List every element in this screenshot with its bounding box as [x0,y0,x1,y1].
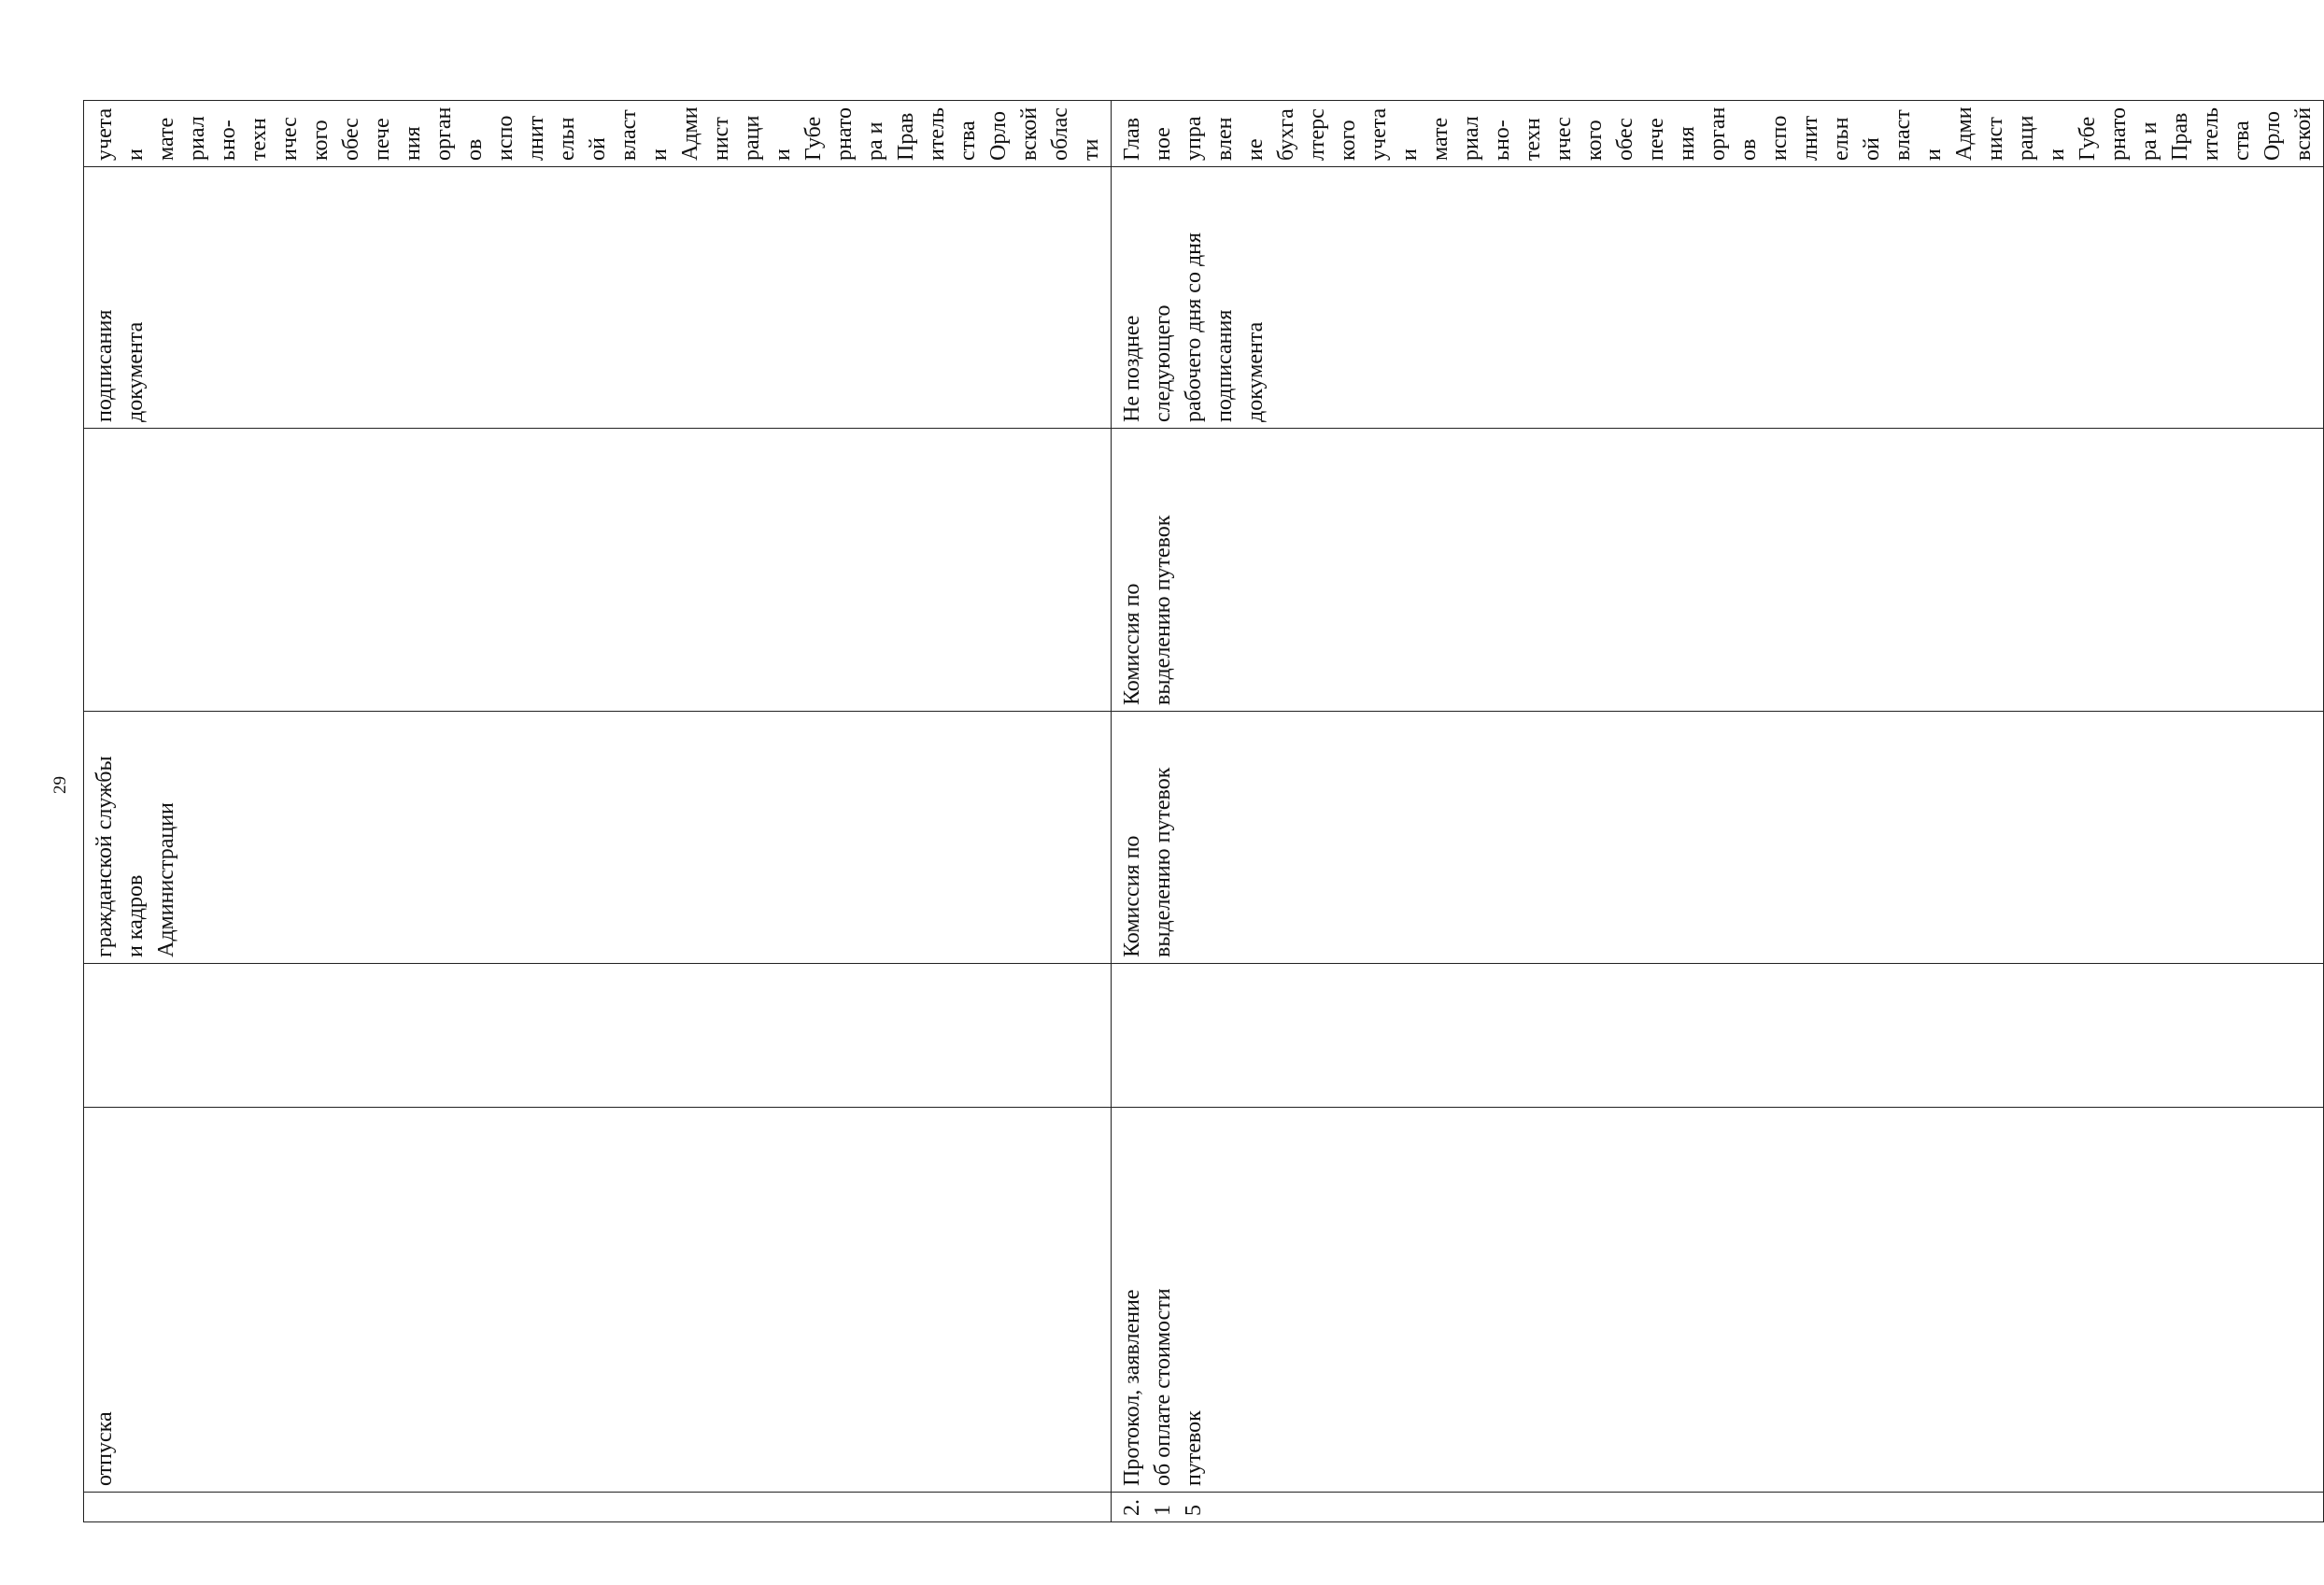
table-row [1112,101,2324,1522]
responsible-cell [84,712,1112,964]
responsible-cell [1112,712,2324,964]
cell-text: Главное управление бухгалтерского учета и материально- технического обеспечения органов исполнительной власти Администрации Губернатора и Правительства Орловской [1120,106,2316,161]
row-number-cell [84,1493,1112,1522]
table-row [84,101,1112,1522]
term-cell [84,167,1112,429]
document-cell [1112,1108,2324,1493]
row-number-cell [1112,1493,2324,1522]
recipient-cell [1112,429,2324,712]
page-number: 29 [50,776,70,794]
blank-cell [84,964,1112,1108]
cell-text: 2.15 [1120,1499,1206,1516]
recipient-cell [84,429,1112,712]
destination-cell [84,101,1112,167]
cell-text: отпуска [92,1411,117,1486]
document-cell [84,1108,1112,1493]
cell-text: подписания документа [92,309,148,422]
cell-text: Не позднее следующего рабочего дня со дня подписания документа [1120,232,1268,422]
cell-text: гражданской службы и кадров Администрации [92,756,178,957]
cell-text: Протокол, заявление об оплате стоимости путевок [1120,1288,1206,1486]
term-cell [1112,167,2324,429]
cell-text: Комиссия по выделению путевок [1120,515,1175,705]
rotated-table-container [83,101,2316,1522]
cell-text: учета и материально- технического обеспечения органов исполнительной власти Администрации Губернатора и Правительства Орловской области [92,106,1103,161]
cell-text: Комиссия по выделению путевок [1120,767,1175,957]
blank-cell [1112,964,2324,1108]
destination-cell [1112,101,2324,167]
document-table [83,100,2324,1522]
